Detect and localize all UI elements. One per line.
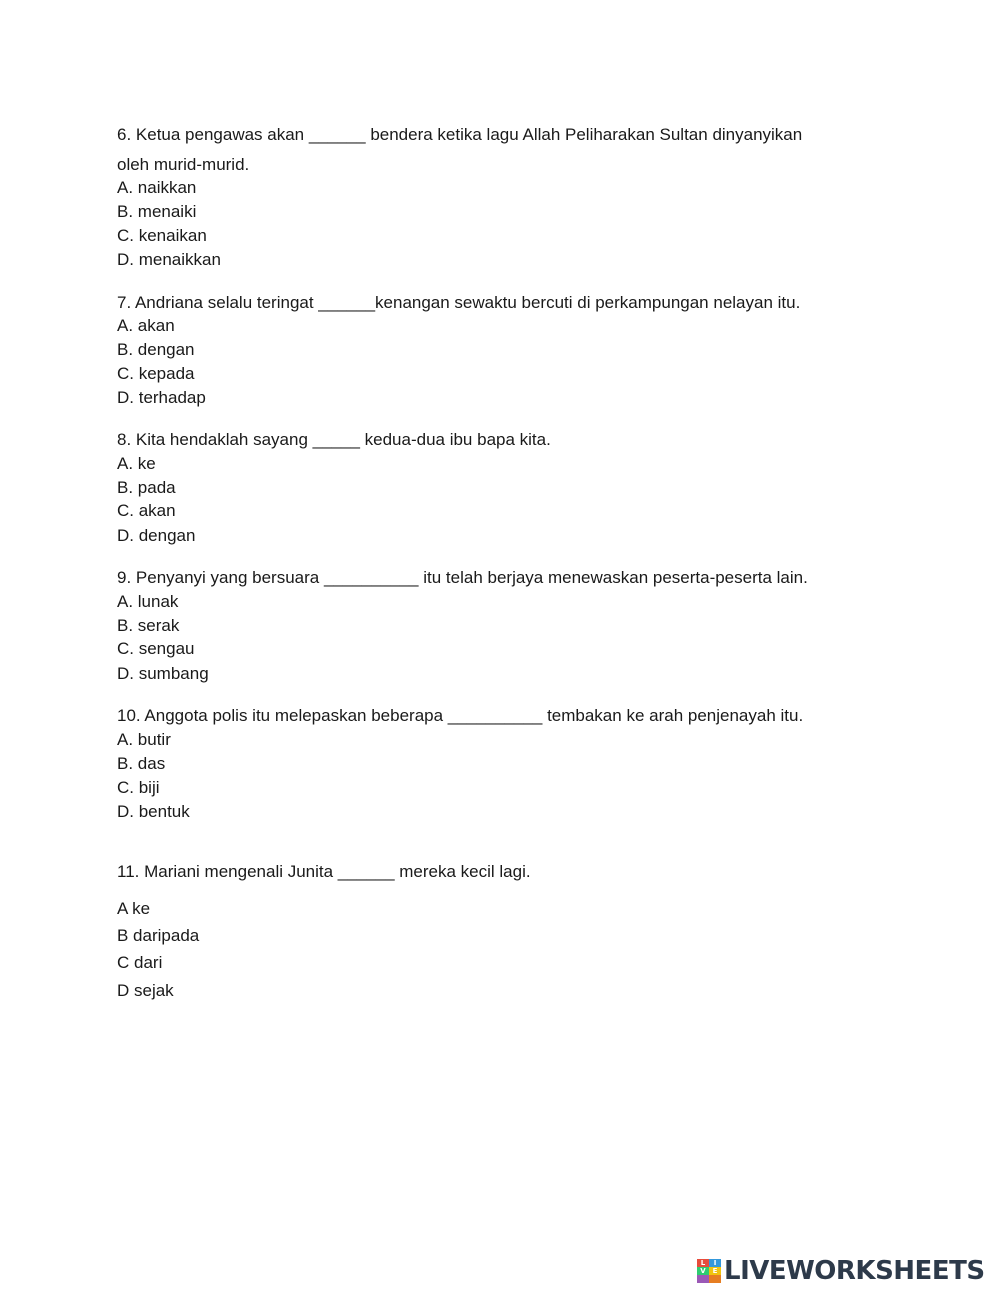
question-9-option-b: B. serak: [117, 616, 180, 635]
question-9-option-c: C. sengau: [117, 639, 195, 658]
question-11-option-c: C dari: [117, 953, 163, 972]
question-9-text: 9. Penyanyi yang bersuara __________ itu telah berjaya menewaskan peserta-peserta lain.: [117, 568, 808, 587]
logo-cell-4: E: [709, 1267, 721, 1275]
question-7-option-a: A. akan: [117, 316, 175, 335]
logo-cell-2: I: [709, 1259, 721, 1267]
logo-cell-6: [709, 1275, 721, 1283]
logo-cell-1: L: [697, 1259, 709, 1267]
question-7-option-d: D. terhadap: [117, 388, 206, 407]
logo-cell-3: V: [697, 1267, 709, 1275]
question-6-text-line-2: oleh murid-murid.: [117, 155, 250, 174]
logo-cell-5: [697, 1275, 709, 1283]
question-7-text: 7. Andriana selalu teringat ______kenangan sewaktu bercuti di perkampungan nelayan itu.: [117, 293, 801, 312]
question-8-option-b: B. pada: [117, 478, 176, 497]
question-6-option-c: C. kenaikan: [117, 226, 207, 245]
question-11-option-a: A ke: [117, 899, 151, 918]
liveworksheets-brand-text: LIVEWORKSHEETS: [724, 1256, 985, 1286]
question-10-option-c: C. biji: [117, 778, 160, 797]
liveworksheets-logo-icon: [697, 1259, 721, 1283]
question-11-option-b: B daripada: [117, 926, 200, 945]
question-11-text: 11. Mariani mengenali Junita ______ mereka kecil lagi.: [117, 862, 531, 881]
question-8-option-a: A. ke: [117, 454, 156, 473]
question-6-text-line-1: 6. Ketua pengawas akan ______ bendera ketika lagu Allah Peliharakan Sultan dinyanyikan: [117, 125, 803, 144]
question-10-text: 10. Anggota polis itu melepaskan beberapa __________ tembakan ke arah penjenayah itu.: [117, 706, 804, 725]
question-6-option-b: B. menaiki: [117, 202, 197, 221]
question-8-option-c: C. akan: [117, 501, 176, 520]
question-9-option-d: D. sumbang: [117, 664, 209, 683]
question-8-text: 8. Kita hendaklah sayang _____ kedua-dua ibu bapa kita.: [117, 430, 551, 449]
question-8-option-d: D. dengan: [117, 526, 196, 545]
question-10-option-b: B. das: [117, 754, 166, 773]
question-7-option-c: C. kepada: [117, 364, 195, 383]
question-6-option-a: A. naikkan: [117, 178, 197, 197]
question-11-option-d: D sejak: [117, 981, 174, 1000]
liveworksheets-watermark: [697, 1256, 985, 1286]
question-7-option-b: B. dengan: [117, 340, 195, 359]
question-10-option-d: D. bentuk: [117, 802, 190, 821]
question-9-option-a: A. lunak: [117, 592, 179, 611]
question-6-option-d: D. menaikkan: [117, 250, 221, 269]
question-10-option-a: A. butir: [117, 730, 171, 749]
